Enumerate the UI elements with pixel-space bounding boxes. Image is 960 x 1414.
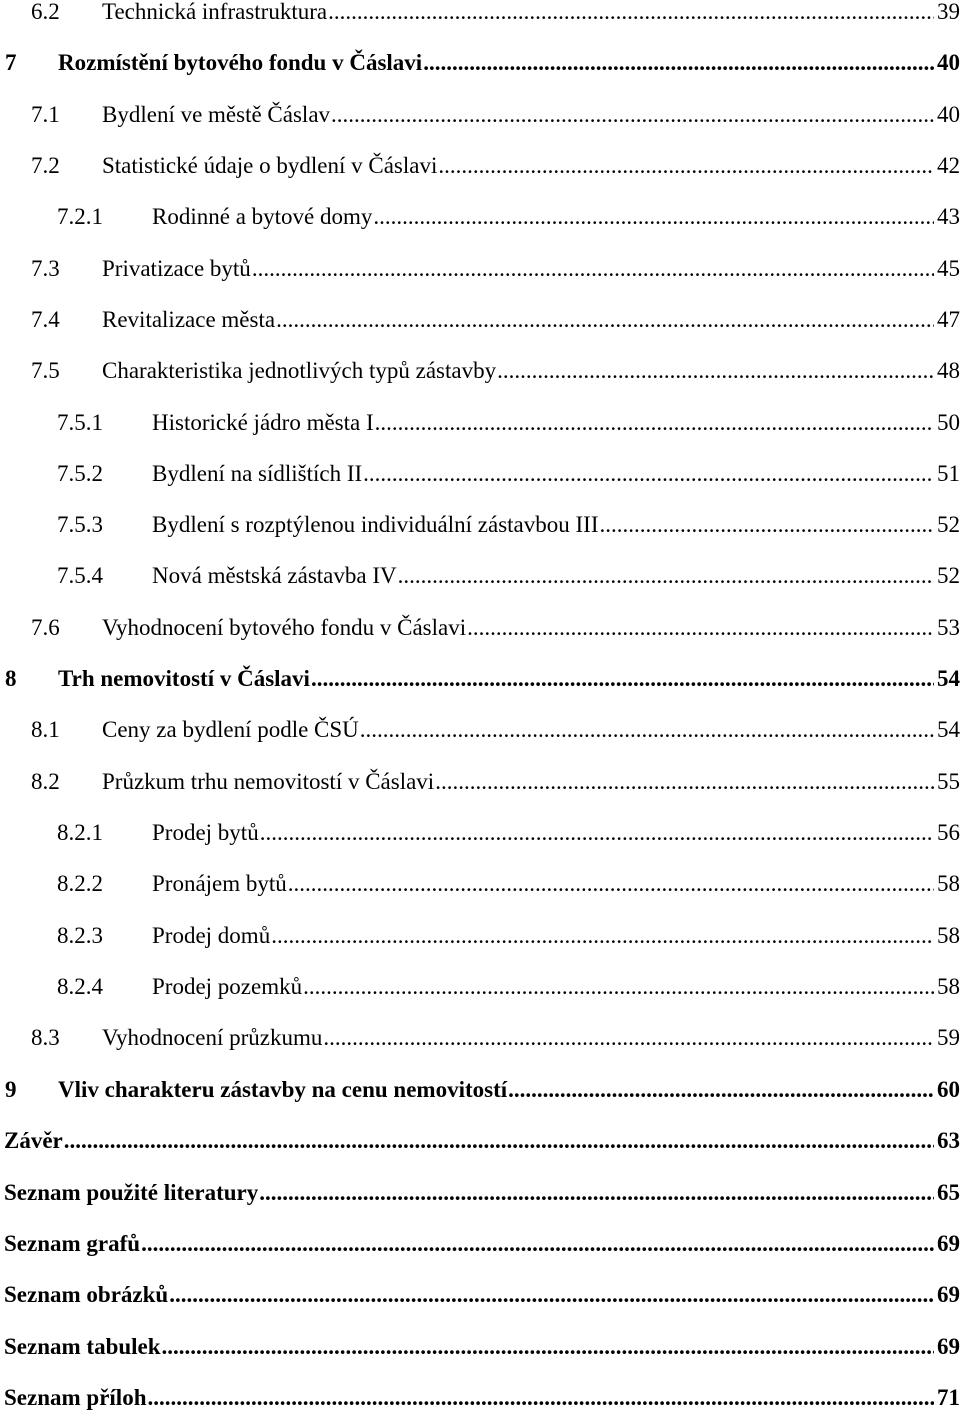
toc-entry-leader	[497, 356, 934, 386]
toc-entry-leader	[508, 1075, 934, 1105]
toc-entry-number: 8.2	[31, 769, 60, 794]
toc-entry-number: 6.2	[31, 0, 60, 24]
toc-entry-title: Bydlení ve městě Čáslav	[102, 102, 331, 127]
toc-entry-leader	[311, 664, 934, 694]
toc-entry-title: Historické jádro města I	[152, 410, 374, 435]
toc-entry[interactable]	[0, 818, 960, 848]
toc-entry-number: 7.5	[31, 358, 60, 383]
toc-entry[interactable]	[0, 202, 960, 232]
toc-entry[interactable]	[0, 1229, 960, 1259]
toc-entry-leader	[363, 459, 934, 489]
toc-entry-page: 69	[937, 1231, 960, 1256]
toc-entry-leader	[600, 510, 935, 540]
toc-entry-page: 42	[937, 153, 960, 178]
toc-entry-title: Privatizace bytů	[102, 256, 251, 281]
toc-entry-title: Seznam obrázků	[4, 1282, 169, 1307]
toc-entry[interactable]	[0, 613, 960, 643]
toc-entry[interactable]	[0, 151, 960, 181]
toc-entry-title: Bydlení na sídlištích II	[152, 461, 363, 486]
toc-entry-title: Prodej pozemků	[152, 974, 303, 999]
toc-entry-leader	[260, 818, 934, 848]
toc-entry-number: 8	[5, 666, 17, 691]
toc-entry-title: Prodej domů	[152, 923, 271, 948]
toc-entry-page: 43	[937, 204, 960, 229]
toc-entry-page: 55	[937, 769, 960, 794]
toc-entry-page: 59	[937, 1025, 960, 1050]
toc-entry-page: 54	[937, 717, 960, 742]
toc-entry[interactable]	[0, 459, 960, 489]
toc-entry-leader	[331, 100, 934, 130]
toc-entry[interactable]	[0, 48, 960, 78]
toc-entry-number: 9	[5, 1077, 17, 1102]
toc-entry-number: 7	[5, 50, 17, 75]
toc-entry-leader	[288, 869, 934, 899]
toc-entry-page: 69	[937, 1334, 960, 1359]
toc-entry-leader	[328, 0, 934, 27]
toc-entry-title: Nová městská zástavba IV	[152, 563, 397, 588]
toc-entry[interactable]	[0, 408, 960, 438]
toc-entry-number: 8.2.1	[57, 820, 103, 845]
toc-entry-number: 7.2	[31, 153, 60, 178]
toc-entry-page: 47	[937, 307, 960, 332]
toc-entry-leader	[323, 1023, 934, 1053]
toc-entry-number: 7.5.4	[57, 563, 103, 588]
toc-entry-leader	[360, 715, 934, 745]
toc-entry-page: 39	[937, 0, 960, 24]
toc-entry-leader	[398, 561, 934, 591]
toc-entry-page: 45	[937, 256, 960, 281]
toc-entry-title: Pronájem bytů	[152, 871, 287, 896]
toc-entry[interactable]	[0, 1178, 960, 1208]
toc-entry-number: 8.2.2	[57, 871, 103, 896]
toc-entry-number: 7.5.2	[57, 461, 103, 486]
toc-entry[interactable]	[0, 305, 960, 335]
toc-entry-title: Ceny za bydlení podle ČSÚ	[102, 717, 359, 742]
toc-entry-page: 63	[937, 1128, 960, 1153]
toc-entry-page: 65	[937, 1180, 960, 1205]
toc-entry-title: Trh nemovitostí v Čáslavi	[58, 666, 310, 691]
toc-entry[interactable]	[0, 972, 960, 1002]
toc-entry-page: 58	[937, 974, 960, 999]
toc-entry[interactable]	[0, 1075, 960, 1105]
toc-entry[interactable]	[0, 664, 960, 694]
toc-entry[interactable]	[0, 1332, 960, 1362]
toc-entry-title: Vyhodnocení průzkumu	[102, 1025, 323, 1050]
toc-entry-number: 7.2.1	[57, 204, 103, 229]
toc-entry-page: 58	[937, 923, 960, 948]
toc-entry-leader	[373, 202, 934, 232]
toc-entry-number: 7.6	[31, 615, 60, 640]
toc-entry-page: 51	[937, 461, 960, 486]
toc-entry-page: 48	[937, 358, 960, 383]
toc-entry-page: 69	[937, 1282, 960, 1307]
toc-entry-title: Prodej bytů	[152, 820, 259, 845]
toc-entry-title: Bydlení s rozptýlenou individuální zástavbou III	[152, 512, 599, 537]
toc-entry-title: Rodinné a bytové domy	[152, 204, 373, 229]
toc-entry-page: 52	[937, 563, 960, 588]
toc-entry-title: Seznam příloh	[4, 1385, 147, 1410]
toc-entry-leader	[276, 305, 934, 335]
toc-entry-number: 8.1	[31, 717, 60, 742]
toc-entry-leader	[64, 1126, 934, 1156]
toc-entry-title: Závěr	[4, 1128, 63, 1153]
toc-entry-leader	[303, 972, 934, 1002]
toc-entry-page: 60	[937, 1077, 960, 1102]
toc-entry-leader	[375, 408, 934, 438]
toc-entry[interactable]	[0, 561, 960, 591]
toc-entry[interactable]	[0, 715, 960, 745]
toc-entry-title: Vyhodnocení bytového fondu v Čáslavi	[102, 615, 467, 640]
toc-entry-leader	[141, 1229, 934, 1259]
toc-entry-title: Rozmístění bytového fondu v Čáslavi	[58, 50, 423, 75]
toc-entry-page: 71	[937, 1385, 960, 1410]
toc-entry[interactable]	[0, 921, 960, 951]
toc-entry[interactable]	[0, 356, 960, 386]
toc-entry-page: 54	[937, 666, 960, 691]
toc-entry-page: 52	[937, 512, 960, 537]
toc-entry-leader	[435, 767, 934, 797]
toc-entry[interactable]	[0, 510, 960, 540]
toc-entry-page: 58	[937, 871, 960, 896]
toc-entry-leader	[467, 613, 934, 643]
toc-entry-title: Vliv charakteru zástavby na cenu nemovitostí	[58, 1077, 508, 1102]
toc-entry[interactable]	[0, 1023, 960, 1053]
toc-entry-leader	[259, 1178, 934, 1208]
toc-entry-number: 7.5.1	[57, 410, 103, 435]
toc-entry-title: Charakteristika jednotlivých typů zástavby	[102, 358, 497, 383]
toc-entry-title: Seznam tabulek	[4, 1334, 161, 1359]
toc-entry-leader	[169, 1280, 934, 1310]
toc-entry[interactable]	[0, 1383, 960, 1413]
toc-entry[interactable]	[0, 1126, 960, 1156]
toc-entry[interactable]	[0, 100, 960, 130]
toc-entry-leader	[438, 151, 934, 181]
toc-entry-title: Průzkum trhu nemovitostí v Čáslavi	[102, 769, 435, 794]
toc-entry-number: 8.3	[31, 1025, 60, 1050]
toc-entry-title: Technická infrastruktura	[102, 0, 328, 24]
toc-entry[interactable]	[0, 767, 960, 797]
toc-entry-number: 7.1	[31, 102, 60, 127]
toc-entry[interactable]	[0, 254, 960, 284]
toc-entry[interactable]	[0, 1280, 960, 1310]
toc-entry-leader	[423, 48, 934, 78]
toc-entry-leader	[252, 254, 934, 284]
toc-entry-title: Revitalizace města	[102, 307, 276, 332]
toc-entry-page: 40	[937, 50, 960, 75]
toc-entry-number: 7.5.3	[57, 512, 103, 537]
toc-entry-leader	[162, 1332, 934, 1362]
toc-entry-leader	[271, 921, 934, 951]
toc-entry-page: 40	[937, 102, 960, 127]
toc-entry-number: 7.4	[31, 307, 60, 332]
toc-entry-title: Seznam použité literatury	[4, 1180, 259, 1205]
toc-entry-page: 56	[937, 820, 960, 845]
toc-entry[interactable]	[0, 0, 960, 27]
toc-entry-number: 8.2.4	[57, 974, 103, 999]
toc-entry-title: Seznam grafů	[4, 1231, 141, 1256]
toc-entry-page: 50	[937, 410, 960, 435]
toc-entry-number: 8.2.3	[57, 923, 103, 948]
toc-entry-leader	[147, 1383, 934, 1413]
toc-entry-page: 53	[937, 615, 960, 640]
toc-entry-number: 7.3	[31, 256, 60, 281]
toc-entry[interactable]	[0, 869, 960, 899]
toc-entry-title: Statistické údaje o bydlení v Čáslavi	[102, 153, 438, 178]
